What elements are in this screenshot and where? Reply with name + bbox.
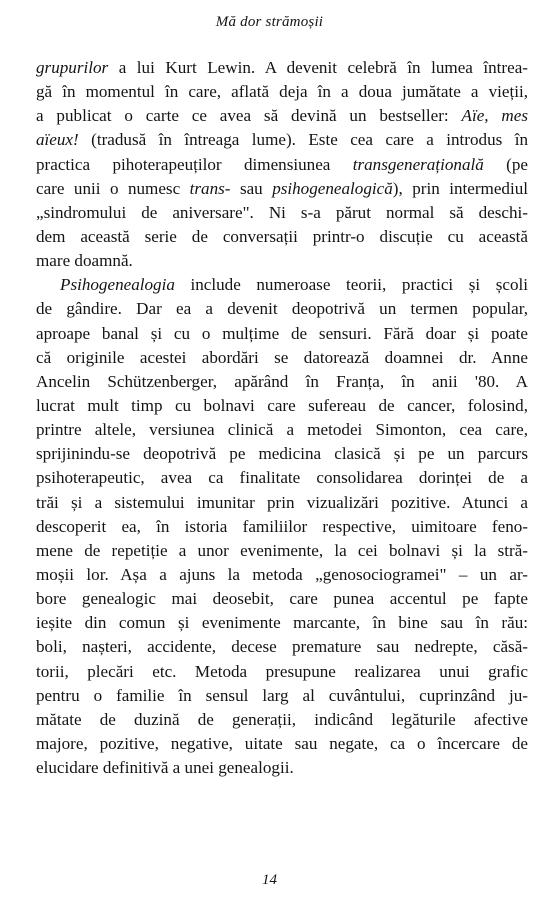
text-run: a publicat o carte ce avea să devină un bestseller: [36, 106, 462, 126]
text-line [36, 418, 528, 442]
text-run: sprijinindu-se deopotrivă pe medicina clasică și pe un parcurs [36, 444, 528, 464]
text-line [36, 684, 528, 708]
text-line [36, 635, 528, 659]
text-line [36, 80, 528, 104]
text-line [36, 466, 528, 490]
text-line [36, 322, 528, 346]
text-run: elucidare definitivă a unei genealogii. [36, 758, 294, 778]
text-run: dem această serie de conversații printr-o discuție cu această [36, 226, 528, 246]
text-line [36, 442, 528, 466]
paragraph-1 [36, 56, 528, 273]
text-line [36, 273, 528, 297]
text-line [36, 225, 528, 249]
text-line [36, 708, 528, 732]
text-run: ), prin intermediul [392, 178, 528, 198]
text-run: trăi și a sistemului imunitar prin vizualizări pozitive. Atunci a [36, 492, 528, 512]
text-run: moșii lor. Așa a ajuns la metoda „genosociogramei" – un ar- [36, 564, 528, 584]
text-run: gă în momentul în care, aflată deja în a doua jumătate a vieții, [36, 82, 528, 102]
text-line [36, 515, 528, 539]
text-line [36, 297, 528, 321]
text-line [36, 660, 528, 684]
italic-text: psihogenealogică [272, 178, 393, 198]
text-run: (pe [483, 154, 528, 174]
text-run: pentru o familie în sensul larg al cuvântului, cuprinzând ju- [36, 685, 528, 705]
text-run: include numeroase teorii, practici și școli [174, 275, 528, 295]
text-run: de gândire. Dar ea a devenit deopotrivă un termen popular, [36, 299, 528, 319]
text-line [36, 587, 528, 611]
text-run: practica pihoterapeuților dimensiunea [36, 154, 353, 174]
text-run: aproape banal și cu o mulțime de sensuri. Fără doar și poate [36, 323, 528, 343]
text-run: care unii o numesc [36, 178, 190, 198]
body-text [36, 56, 528, 780]
paragraph-2 [36, 273, 528, 780]
text-run: mare doamnă. [36, 251, 133, 271]
page-number: 14 [262, 872, 277, 888]
text-line [36, 563, 528, 587]
text-line [36, 611, 528, 635]
text-line [36, 153, 528, 177]
text-run: mene de repetiție a unor evenimente, la cei bolnavi și la stră- [36, 540, 528, 560]
text-run: Ancelin Schützenberger, apărând în Franța, în anii '80. A [36, 371, 528, 391]
text-run: majore, pozitive, negative, uitate sau negate, ca o încercare de [36, 733, 528, 753]
text-line [36, 491, 528, 515]
text-line [36, 249, 528, 273]
text-line [36, 104, 528, 128]
text-run: (tradusă în întreaga lume). Este cea care a introdus în [78, 130, 528, 150]
text-line [36, 756, 528, 780]
text-run: a lui Kurt Lewin. A devenit celebră în lumea întrea- [108, 58, 528, 77]
text-line [36, 732, 528, 756]
text-line [36, 539, 528, 563]
text-run: torii, plecări etc. Metoda presupune realizarea unui grafic [36, 661, 528, 681]
text-run: lucrat mult timp cu bolnavi care sufereau de cancer, folosind, [36, 395, 528, 415]
text-line [36, 370, 528, 394]
text-run: bore genealogic mai deosebit, care punea accentul pe fapte [36, 589, 528, 609]
italic-text: aïeux! [36, 130, 79, 150]
text-line [36, 394, 528, 418]
text-run: psihoterapeutic, avea ca finalitate consolidarea dorinței de a [36, 468, 528, 488]
text-run: boli, nașteri, accidente, decese premature sau nedrepte, căsă- [36, 637, 528, 657]
text-line [36, 346, 528, 370]
italic-text: Aïe, mes [461, 106, 528, 126]
text-line [36, 56, 528, 80]
italic-text: trans- [189, 178, 231, 198]
text-run: „sindromului de aniversare". Ni s-a părut normal să deschi- [36, 202, 528, 222]
italic-text: grupurilor [36, 58, 109, 77]
text-run: sau [230, 178, 273, 198]
text-line [36, 128, 528, 152]
italic-text: Psihogenealogia [60, 275, 175, 295]
text-run: descoperit ea, în istoria familiilor respective, uimitoare feno- [36, 516, 528, 536]
running-header: Mă dor strămoșii [215, 14, 324, 30]
text-run: că originile acestei abordări se datorează doamnei dr. Anne [36, 347, 528, 367]
italic-text: transgenerațională [352, 154, 484, 174]
text-run: ieșite din comun și evenimente marcante, în bine sau în rău: [36, 613, 528, 633]
text-line [36, 177, 528, 201]
text-run: mătate de duzină de generații, indicând legăturile afective [36, 709, 528, 729]
text-run: printre altele, versiunea clinică a metodei Simonton, cea care, [36, 420, 528, 440]
text-line [36, 201, 528, 225]
